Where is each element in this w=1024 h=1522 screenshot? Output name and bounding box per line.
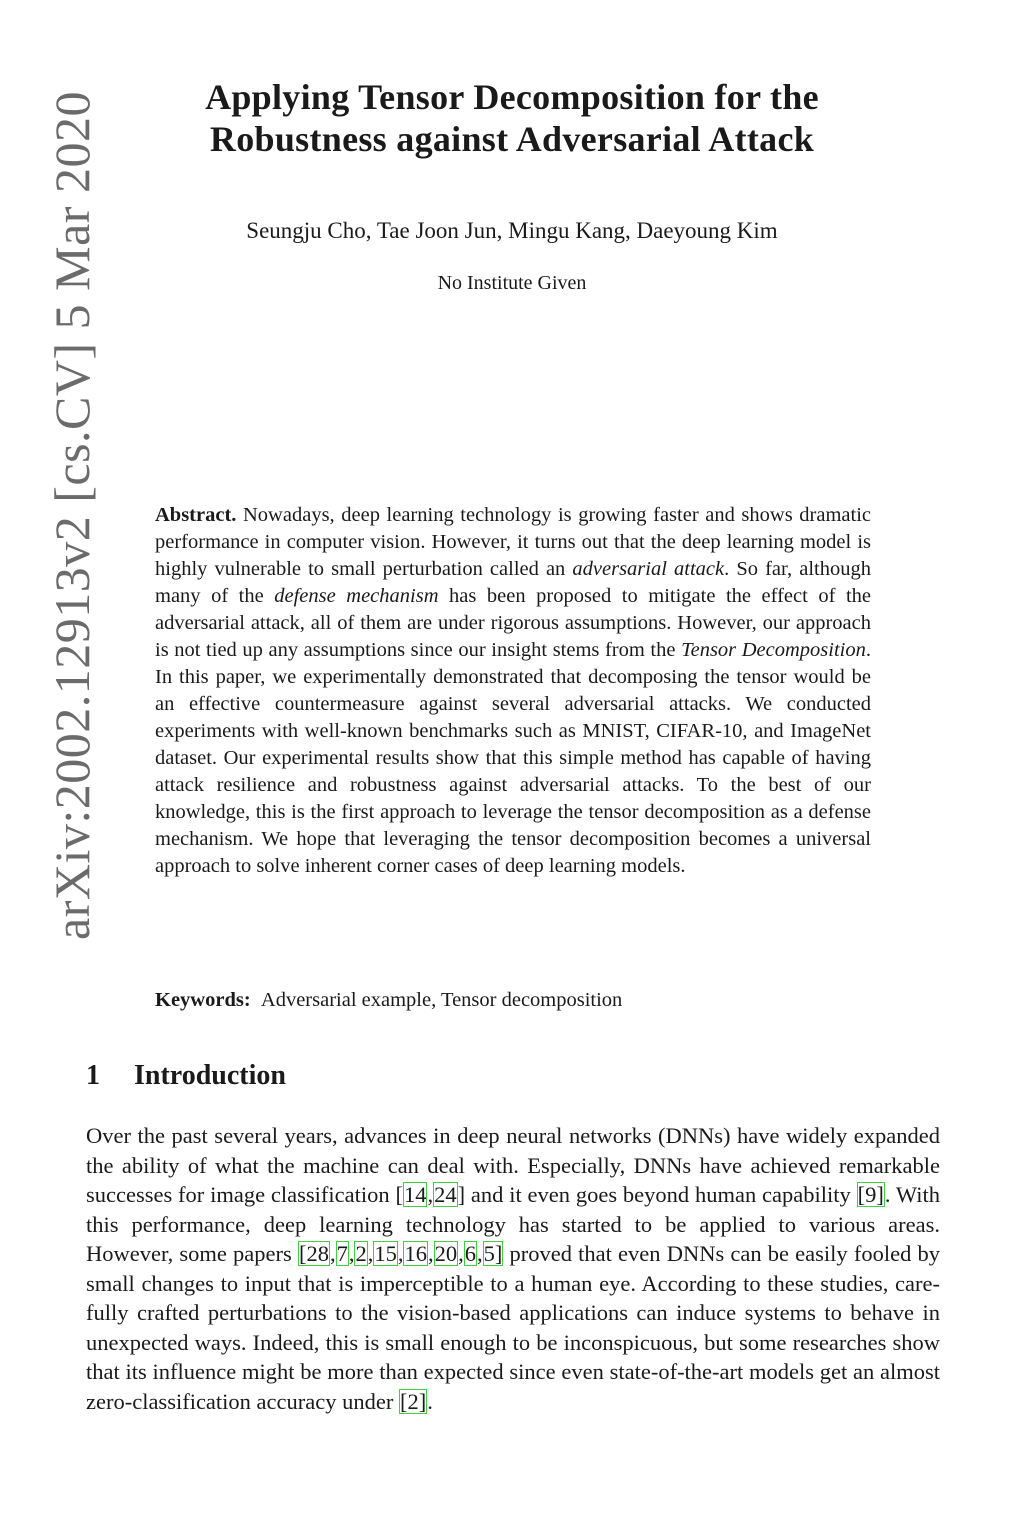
abstract bbox=[155, 502, 871, 880]
citation-bracket: [ bbox=[298, 1241, 307, 1266]
institute: No Institute Given bbox=[437, 272, 587, 294]
citation-link-14-24[interactable] bbox=[395, 1182, 465, 1207]
intro-text: . bbox=[427, 1388, 433, 1414]
citation-separator: , bbox=[329, 1241, 336, 1266]
intro-text: . With this performance, deep learning technology has started to be applied to various areas. However, some papers bbox=[86, 1182, 940, 1266]
citation-number: 28 bbox=[306, 1241, 329, 1266]
citation-link-9[interactable]: [9] bbox=[857, 1182, 884, 1207]
abstract-label: Abstract. bbox=[155, 504, 237, 526]
citation-link-16[interactable]: 16 bbox=[404, 1241, 427, 1266]
intro-text: Over the past several years, advances in deep neural networks (DNNs) have widely expanded the ability of what the machine can deal with. Especially, DNNs have achieved remarkable successes for image classification bbox=[86, 1123, 940, 1207]
title-line-2: Robustness against Adversarial Attack bbox=[209, 119, 815, 159]
introduction-paragraph bbox=[86, 1121, 940, 1416]
citation-separator: , bbox=[427, 1182, 434, 1207]
citation-separator: , bbox=[397, 1241, 404, 1266]
section-heading bbox=[86, 1058, 938, 1094]
arxiv-stamp: arXiv:2002.12913v2 [cs.CV] 5 Mar 2020 bbox=[44, 91, 100, 940]
title-line-1: Applying Tensor Decomposition for the bbox=[205, 77, 819, 117]
citation-separator: , bbox=[348, 1241, 355, 1266]
author-list: Seungju Cho, Tae Joon Jun, Mingu Kang, Daeyoung Kim bbox=[246, 218, 778, 243]
abstract-text: . In this paper, we experimentally demonstrated that decomposing the tensor would be an effective countermeasure against several adversarial attacks. We conducted experiments with well-known benchmarks such as MNIST, CIFAR-10, and ImageNet dataset. Our experimental results show that this simple method has capable of having attack resilience and robustness against adversarial attacks. To the best of our knowledge, this is the first approach to leverage the tensor decomposition as a defense mechanism. We hope that leveraging the tensor decomposition becomes a universal approach to solve inherent corner cases of deep learning models. bbox=[155, 639, 871, 877]
citation-link-7[interactable]: 7 bbox=[336, 1241, 348, 1266]
abstract-text: has been proposed to mitigate the effect of the adversarial attack, all of them are under rigorous assumptions. However, our approach is not tied up any assumptions since our insight stems from the bbox=[155, 585, 871, 661]
intro-text: and it even goes beyond human capability bbox=[465, 1182, 857, 1207]
keywords bbox=[155, 986, 871, 1014]
citation-bracket: ] bbox=[457, 1182, 466, 1207]
citation-separator: , bbox=[367, 1241, 374, 1266]
citation-link-2[interactable]: 2 bbox=[355, 1241, 367, 1266]
abstract-text: . So far, although many of the bbox=[155, 558, 871, 607]
citation-link-14[interactable]: 14 bbox=[403, 1182, 427, 1207]
section-title: Introduction bbox=[134, 1060, 286, 1091]
abstract-text: Nowadays, deep learning technology is growing faster and shows dramatic performance in computer vision. However, it turns out that the deep learning model is highly vulnerable to small perturbation called an bbox=[155, 504, 871, 580]
citation-link-15[interactable]: 15 bbox=[374, 1241, 397, 1266]
section-number: 1 bbox=[86, 1060, 100, 1091]
citation-link-6[interactable]: 6 bbox=[464, 1241, 476, 1266]
intro-text: proved that even DNNs can be easily fooled by small changes to input that is imperceptible to a human eye. According to these studies, carefully crafted perturbations to the vision-based applications can induce systems to behave in unexpected ways. Indeed, this is small enough to be inconspicuous, but some researches show that its influence might be more than expected since even state-of-the-art models get an almost zero-classification accuracy under bbox=[86, 1241, 940, 1414]
citation-bracket: ] bbox=[494, 1241, 503, 1266]
abstract-emphasis: defense mechanism bbox=[274, 585, 439, 607]
citation-number: 5 bbox=[483, 1241, 495, 1266]
citation-link-24[interactable]: 24 bbox=[434, 1182, 457, 1207]
abstract-emphasis: adversarial attack bbox=[572, 558, 725, 580]
citation-bracket: [ bbox=[395, 1182, 403, 1207]
keywords-text: Adversarial example, Tensor decomposition bbox=[260, 989, 623, 1011]
citation-link-5[interactable] bbox=[483, 1241, 504, 1266]
citation-link-28[interactable] bbox=[298, 1241, 330, 1266]
citation-link-group[interactable] bbox=[298, 1241, 503, 1266]
citation-separator: , bbox=[427, 1241, 434, 1266]
keywords-label: Keywords: bbox=[155, 989, 251, 1011]
citation-link-2b[interactable]: [2] bbox=[399, 1388, 427, 1414]
citation-separator: , bbox=[458, 1241, 464, 1266]
paper-title bbox=[120, 76, 904, 160]
citation-separator: , bbox=[476, 1241, 483, 1266]
abstract-emphasis: Tensor Decomposition bbox=[681, 639, 866, 661]
citation-link-20[interactable]: 20 bbox=[434, 1241, 458, 1266]
